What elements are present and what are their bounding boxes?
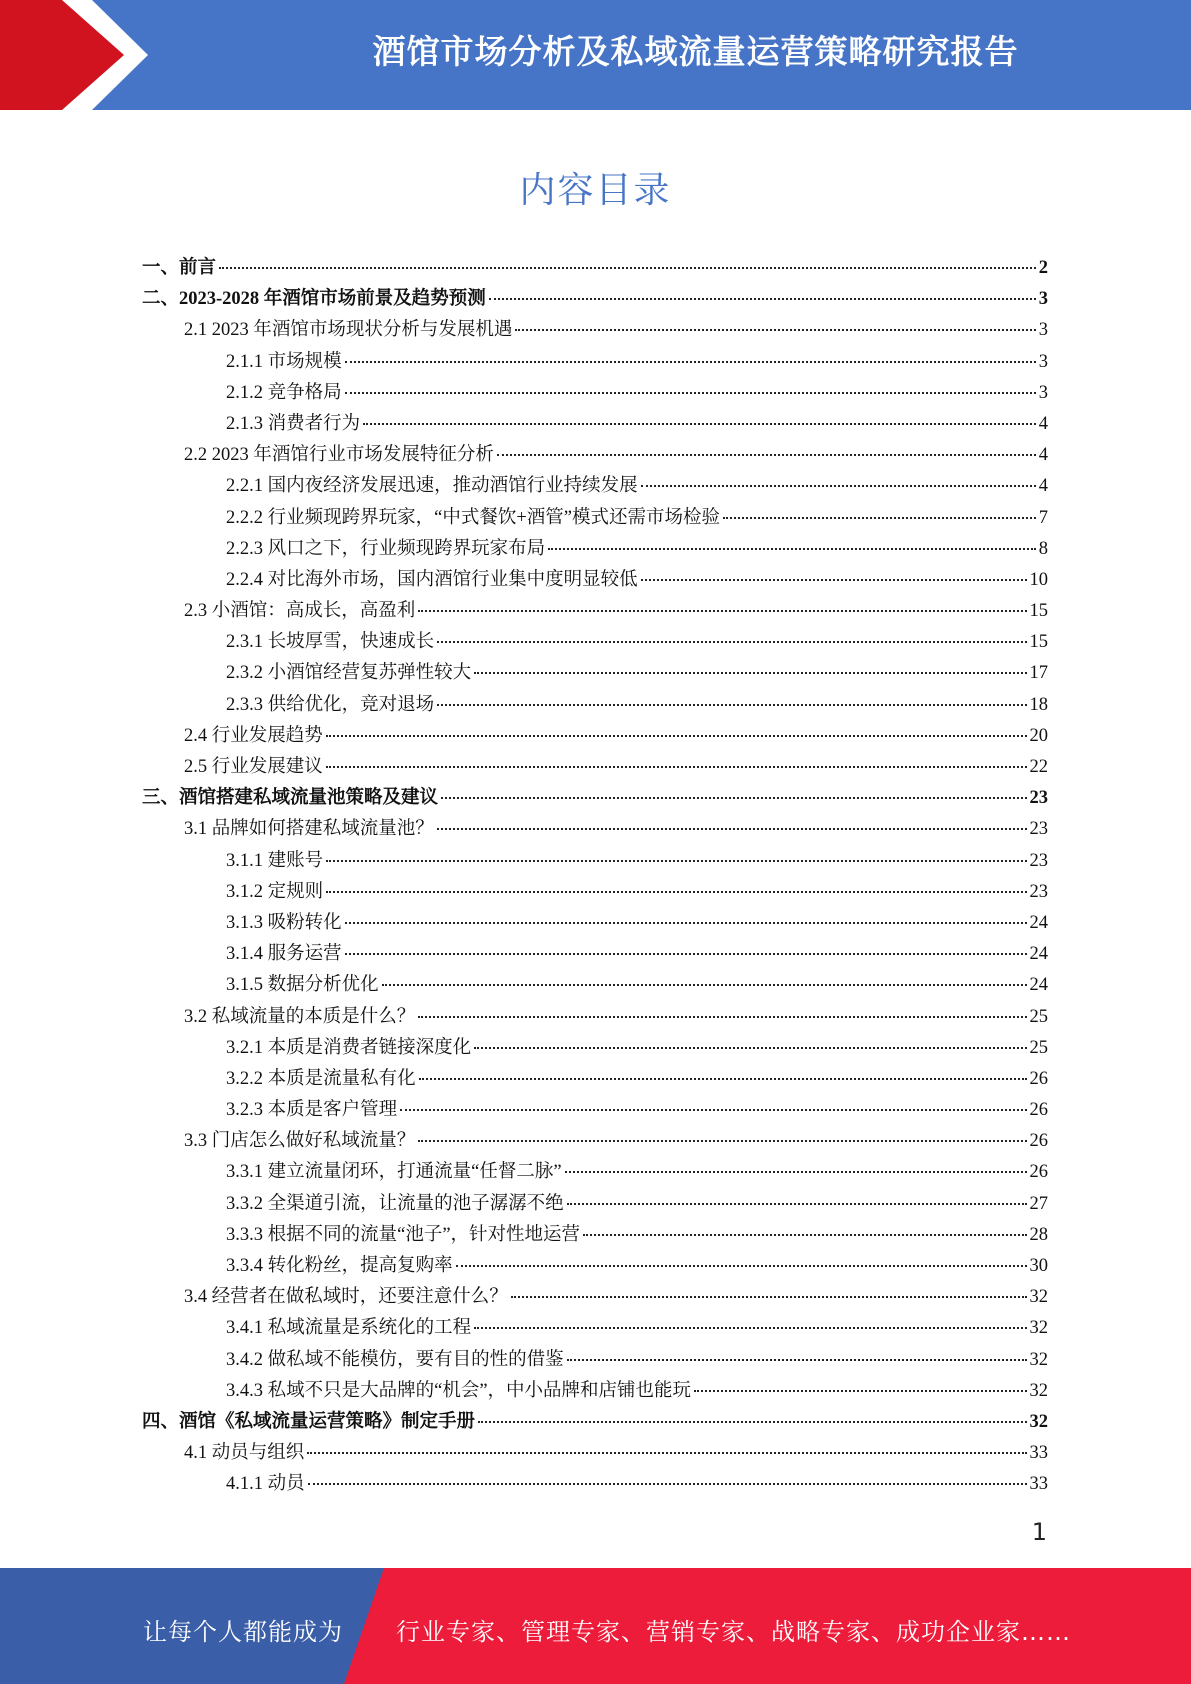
dot-leader	[474, 672, 1026, 674]
toc-entry[interactable]	[142, 347, 1048, 378]
report-title: 酒馆市场分析及私域流量运营策略研究报告	[372, 32, 1019, 71]
dot-leader	[382, 984, 1027, 986]
toc-entry-page: 33	[1029, 1443, 1048, 1464]
dot-leader	[565, 1171, 1027, 1173]
dot-leader	[307, 1452, 1026, 1454]
dot-leader	[418, 610, 1026, 612]
dot-leader	[345, 953, 1027, 955]
toc-entry-label: 2.5 行业发展建议	[184, 757, 323, 777]
footer-slogan-left: 让每个人都能成为	[143, 1618, 343, 1646]
toc-entry-label: 2.2 2023 年酒馆行业市场发展特征分析	[184, 445, 494, 466]
dot-leader	[219, 267, 1036, 269]
toc-entry[interactable]	[142, 440, 1048, 471]
dot-leader	[497, 454, 1036, 456]
toc-entry[interactable]	[142, 658, 1048, 689]
dot-leader	[419, 1078, 1027, 1080]
toc-entry-page: 22	[1029, 757, 1048, 777]
toc-entry-page: 26	[1029, 1131, 1048, 1152]
toc-entry[interactable]	[142, 1282, 1048, 1313]
toc-entry[interactable]	[142, 1438, 1048, 1469]
dot-leader	[441, 797, 1026, 799]
toc-entry[interactable]	[142, 1469, 1048, 1500]
toc-entry-label: 3.3.1 建立流量闭环，打通流量“任督二脉”	[226, 1162, 562, 1183]
toc-entry-page: 32	[1029, 1411, 1048, 1432]
dot-leader	[474, 1327, 1026, 1329]
toc-entry-page: 24	[1029, 912, 1048, 933]
toc-entry-page: 7	[1038, 507, 1048, 528]
toc-entry[interactable]	[142, 596, 1048, 627]
dot-leader	[583, 1234, 1026, 1236]
toc-entry-label: 3.1 品牌如何搭建私域流量池？	[184, 819, 434, 840]
toc-entry[interactable]	[142, 846, 1048, 877]
toc-entry[interactable]	[142, 253, 1048, 284]
toc-entry[interactable]	[142, 783, 1048, 814]
toc-entry[interactable]	[142, 1002, 1048, 1033]
toc-entry[interactable]	[142, 471, 1048, 502]
toc-entry[interactable]	[142, 1157, 1048, 1188]
toc-entry[interactable]	[142, 908, 1048, 939]
toc-entry[interactable]	[142, 284, 1048, 315]
toc-entry[interactable]	[142, 315, 1048, 346]
toc-entry-page: 18	[1029, 694, 1048, 715]
toc-entry-label: 3.1.2 定规则	[226, 881, 324, 902]
toc-entry[interactable]	[142, 565, 1048, 596]
dot-leader	[723, 517, 1036, 519]
toc-entry[interactable]	[142, 503, 1048, 534]
table-of-contents	[142, 253, 1048, 1501]
toc-entry-page: 8	[1038, 538, 1048, 559]
toc-entry-label: 2.3 小酒馆：高成长，高盈利	[184, 601, 416, 622]
toc-entry[interactable]	[142, 1095, 1048, 1126]
toc-entry-label: 2.3.3 供给优化，竞对退场	[226, 694, 435, 715]
toc-entry-label: 3.4.3 私域不只是大品牌的“机会”，中小品牌和店铺也能玩	[226, 1380, 692, 1401]
dot-leader	[326, 735, 1027, 737]
footer-banner	[0, 1568, 1191, 1684]
toc-entry-page: 33	[1029, 1474, 1048, 1495]
dot-leader	[437, 641, 1026, 643]
toc-entry-page: 15	[1029, 601, 1048, 622]
toc-entry[interactable]	[142, 877, 1048, 908]
toc-entry-page: 28	[1029, 1224, 1048, 1245]
toc-entry-label: 3.1.4 服务运营	[226, 944, 342, 965]
toc-entry[interactable]	[142, 1407, 1048, 1438]
toc-entry-page: 24	[1029, 944, 1048, 965]
toc-entry-label: 2.1.1 市场规模	[226, 351, 342, 372]
toc-entry-label: 3.2 私域流量的本质是什么？	[184, 1006, 416, 1027]
toc-entry-page: 30	[1029, 1256, 1048, 1276]
toc-entry-label: 3.2.3 本质是客户管理	[226, 1100, 398, 1121]
toc-entry-label: 3.2.2 本质是流量私有化	[226, 1068, 416, 1089]
dot-leader	[478, 1421, 1026, 1423]
page-number: 1	[1031, 1518, 1047, 1546]
toc-entry-page: 23	[1029, 850, 1048, 871]
toc-entry-label: 3.3 门店怎么做好私域流量？	[184, 1131, 416, 1152]
dot-leader	[548, 548, 1036, 550]
dot-leader	[326, 766, 1027, 768]
toc-entry-label: 3.1.3 吸粉转化	[226, 912, 342, 933]
toc-entry-label: 3.1.5 数据分析优化	[226, 975, 379, 996]
dot-leader	[400, 1109, 1026, 1111]
dot-leader	[437, 828, 1027, 830]
dot-leader	[489, 298, 1036, 300]
toc-entry-label: 3.4.2 做私域不能模仿，要有目的性的借鉴	[226, 1349, 564, 1370]
dot-leader	[567, 1203, 1027, 1205]
toc-entry[interactable]	[142, 534, 1048, 565]
toc-entry-label: 2.2.1 国内夜经济发展迅速，推动酒馆行业持续发展	[226, 476, 638, 497]
toc-entry[interactable]	[142, 939, 1048, 970]
dot-leader	[308, 1483, 1027, 1485]
toc-entry-page: 32	[1029, 1349, 1048, 1370]
toc-entry-page: 2	[1038, 258, 1048, 278]
dot-leader	[418, 1140, 1026, 1142]
toc-entry[interactable]	[142, 1220, 1048, 1251]
toc-entry-page: 23	[1029, 881, 1048, 902]
toc-entry[interactable]	[142, 627, 1048, 658]
toc-entry[interactable]	[142, 1251, 1048, 1282]
toc-entry[interactable]	[142, 970, 1048, 1001]
toc-entry-page: 10	[1029, 569, 1048, 590]
dot-leader	[641, 485, 1036, 487]
toc-entry[interactable]	[142, 690, 1048, 721]
toc-entry-page: 3	[1038, 289, 1048, 310]
toc-entry-page: 4	[1038, 445, 1048, 466]
toc-entry-label: 2.2.3 风口之下，行业频现跨界玩家布局	[226, 538, 546, 559]
dot-leader	[345, 922, 1027, 924]
toc-entry[interactable]	[142, 1126, 1048, 1157]
dot-leader	[345, 392, 1036, 394]
toc-entry-label: 3.4 经营者在做私域时，还要注意什么？	[184, 1287, 508, 1308]
dot-leader	[567, 1359, 1027, 1361]
toc-entry-page: 3	[1038, 351, 1048, 372]
toc-entry-label: 2.1 2023 年酒馆市场现状分析与发展机遇	[184, 320, 513, 341]
dot-leader	[515, 329, 1035, 331]
toc-entry[interactable]	[142, 752, 1048, 783]
toc-entry-page: 27	[1029, 1193, 1048, 1214]
toc-entry-label: 二、2023-2028 年酒馆市场前景及趋势预测	[142, 289, 486, 310]
dot-leader	[641, 579, 1027, 581]
toc-entry-label: 3.3.2 全渠道引流，让流量的池子潺潺不绝	[226, 1193, 564, 1214]
toc-entry-page: 20	[1029, 725, 1048, 746]
toc-entry-page: 23	[1029, 819, 1048, 840]
toc-entry-page: 4	[1038, 476, 1048, 497]
toc-entry-label: 3.2.1 本质是消费者链接深度化	[226, 1037, 472, 1058]
toc-entry-page: 26	[1029, 1100, 1048, 1121]
toc-entry-label: 三、酒馆搭建私域流量池策略及建议	[142, 788, 439, 809]
toc-entry-label: 3.3.3 根据不同的流量“池子”，针对性地运营	[226, 1224, 581, 1245]
dot-leader	[437, 704, 1026, 706]
dot-leader	[474, 1047, 1026, 1049]
toc-entry-label: 一、前言	[142, 258, 217, 278]
toc-entry-page: 25	[1029, 1006, 1048, 1027]
toc-entry-page: 32	[1029, 1287, 1048, 1308]
toc-entry-label: 2.1.2 竞争格局	[226, 382, 342, 403]
toc-entry-label: 3.3.4 转化粉丝，提高复购率	[226, 1256, 453, 1276]
toc-entry-label: 2.3.2 小酒馆经营复苏弹性较大	[226, 663, 472, 684]
toc-entry[interactable]	[142, 1376, 1048, 1407]
toc-entry[interactable]	[142, 1345, 1048, 1376]
toc-entry[interactable]	[142, 1189, 1048, 1220]
toc-entry-page: 26	[1029, 1068, 1048, 1089]
toc-entry-label: 四、酒馆《私域流量运营策略》制定手册	[142, 1411, 476, 1432]
toc-entry-page: 32	[1029, 1380, 1048, 1401]
dot-leader	[326, 860, 1026, 862]
toc-entry-page: 17	[1029, 663, 1048, 684]
toc-entry-page: 15	[1029, 632, 1048, 653]
toc-entry[interactable]	[142, 1064, 1048, 1095]
header-banner	[0, 0, 1191, 110]
toc-heading: 内容目录	[519, 170, 672, 211]
toc-entry-label: 2.3.1 长坡厚雪，快速成长	[226, 632, 435, 653]
toc-entry-page: 3	[1038, 320, 1048, 341]
toc-entry[interactable]	[142, 1313, 1048, 1344]
dot-leader	[456, 1265, 1027, 1267]
toc-entry[interactable]	[142, 721, 1048, 752]
toc-entry-page: 4	[1038, 413, 1048, 434]
toc-entry-label: 2.1.3 消费者行为	[226, 413, 361, 434]
toc-entry-label: 2.4 行业发展趋势	[184, 725, 323, 746]
toc-entry-page: 23	[1029, 788, 1048, 809]
toc-entry-label: 4.1.1 动员	[226, 1474, 305, 1495]
toc-entry-label: 2.2.4 对比海外市场，国内酒馆行业集中度明显较低	[226, 569, 638, 590]
toc-entry-label: 4.1 动员与组织	[184, 1443, 305, 1464]
toc-entry[interactable]	[142, 409, 1048, 440]
toc-entry-label: 2.2.2 行业频现跨界玩家，“中式餐饮+酒管”模式还需市场检验	[226, 507, 720, 528]
toc-entry-page: 26	[1029, 1162, 1048, 1183]
toc-entry-page: 3	[1038, 382, 1048, 403]
toc-entry-page: 25	[1029, 1037, 1048, 1058]
toc-entry[interactable]	[142, 1033, 1048, 1064]
toc-entry[interactable]	[142, 814, 1048, 845]
toc-entry[interactable]	[142, 378, 1048, 409]
toc-entry-label: 3.4.1 私域流量是系统化的工程	[226, 1318, 472, 1339]
toc-entry-label: 3.1.1 建账号	[226, 850, 324, 871]
footer-slogan-right: 行业专家、管理专家、营销专家、战略专家、成功企业家……	[396, 1618, 1071, 1646]
dot-leader	[345, 361, 1036, 363]
dot-leader	[511, 1296, 1027, 1298]
toc-entry-page: 32	[1029, 1318, 1048, 1339]
dot-leader	[694, 1390, 1026, 1392]
toc-entry-page: 24	[1029, 975, 1048, 996]
dot-leader	[326, 891, 1026, 893]
dot-leader	[418, 1016, 1026, 1018]
dot-leader	[363, 423, 1036, 425]
